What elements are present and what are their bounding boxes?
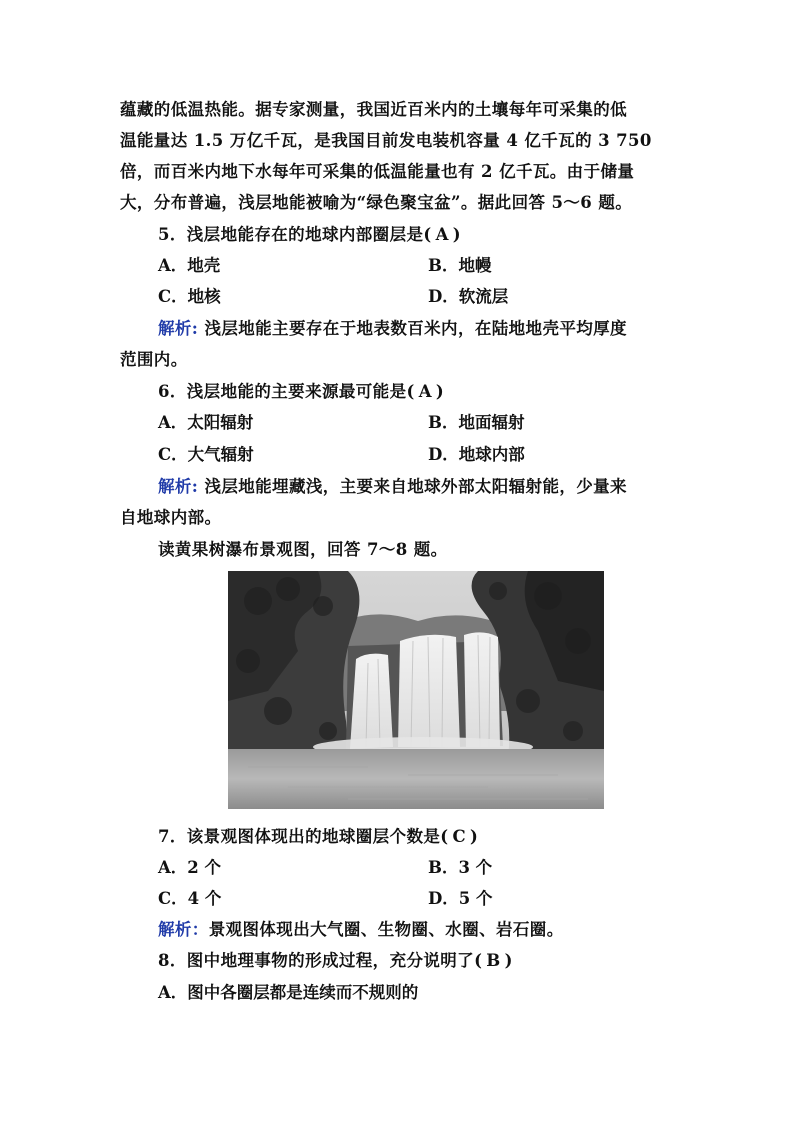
intro-line-2: 温能量达 1.5 万亿千瓦，是我国目前发电装机容量 4 亿千瓦的 3 750: [120, 131, 652, 150]
question-8-text: 8．图中地理事物的形成过程，充分说明了(: [158, 951, 483, 970]
question-7-analysis-text: 景观图体现出大气圈、生物圈、水圈、岩石圈。: [208, 920, 564, 939]
question-6-text: 6．浅层地能的主要来源最可能是(: [158, 382, 415, 401]
question-6-close: ): [435, 382, 445, 401]
question-8-answer: B: [486, 951, 501, 970]
intro-line-3: 倍，而百米内地下水每年可采集的低温能量也有 2 亿千瓦。由于储量: [120, 162, 635, 181]
question-5-analysis: [158, 318, 718, 340]
analysis-label: 解析:: [158, 319, 199, 338]
question-7-stem: [158, 826, 718, 848]
question-6-option-d: D．地球内部: [428, 445, 525, 464]
question-7-analysis: [158, 919, 718, 941]
question-6-answer: A: [418, 382, 432, 401]
question-8-stem: [158, 950, 718, 972]
question-7-option-b: B．3 个: [428, 858, 493, 877]
question-7-text: 7．该景观图体现出的地球圈层个数是(: [158, 827, 449, 846]
question-5-option-d: D．软流层: [428, 287, 509, 306]
reading-prompt: 读黄果树瀑布景观图，回答 7～8 题。: [158, 540, 448, 559]
question-7-answer: C: [452, 827, 467, 846]
question-5-option-c: C．地核: [158, 287, 221, 306]
question-5-answer: A: [435, 225, 449, 244]
question-7-close: ): [470, 827, 479, 846]
question-6-stem: [158, 381, 718, 403]
question-8-option-a: A．图中各圈层都是连续而不规则的: [158, 983, 419, 1002]
intro-line-4: 大，分布普遍，浅层地能被喻为“绿色聚宝盆”。据此回答 5～6 题。: [120, 193, 633, 212]
question-7-option-d: D．5 个: [428, 889, 493, 908]
question-5-analysis-cont: 范围内。: [120, 350, 188, 369]
question-5-close: ): [452, 225, 462, 244]
question-6-option-a: A．太阳辐射: [158, 413, 254, 432]
question-6-analysis-text: 浅层地能埋藏浅，主要来自地球外部太阳辐射能，少量来: [204, 477, 627, 496]
question-8-close: ): [504, 951, 513, 970]
question-6-analysis-cont: 自地球内部。: [120, 508, 222, 527]
waterfall-photo: [228, 571, 604, 809]
question-5-text: 5．浅层地能存在的地球内部圈层是(: [158, 225, 432, 244]
question-5-option-a: A．地壳: [158, 256, 221, 275]
question-5-option-b: B．地幔: [428, 256, 492, 275]
question-6-option-b: B．地面辐射: [428, 413, 525, 432]
question-6-analysis: [158, 476, 718, 498]
question-7-option-a: A．2 个: [158, 858, 222, 877]
question-7-option-c: C．4 个: [158, 889, 222, 908]
analysis-label: 解析:: [158, 477, 199, 496]
question-5-analysis-text: 浅层地能主要存在于地表数百米内，在陆地地壳平均厚度: [204, 319, 627, 338]
intro-line-1: 蕴藏的低温热能。据专家测量，我国近百米内的土壤每年可采集的低: [120, 100, 627, 119]
question-5-stem: [158, 224, 718, 246]
question-6-option-c: C．大气辐射: [158, 445, 254, 464]
analysis-label: 解析：: [158, 920, 209, 939]
